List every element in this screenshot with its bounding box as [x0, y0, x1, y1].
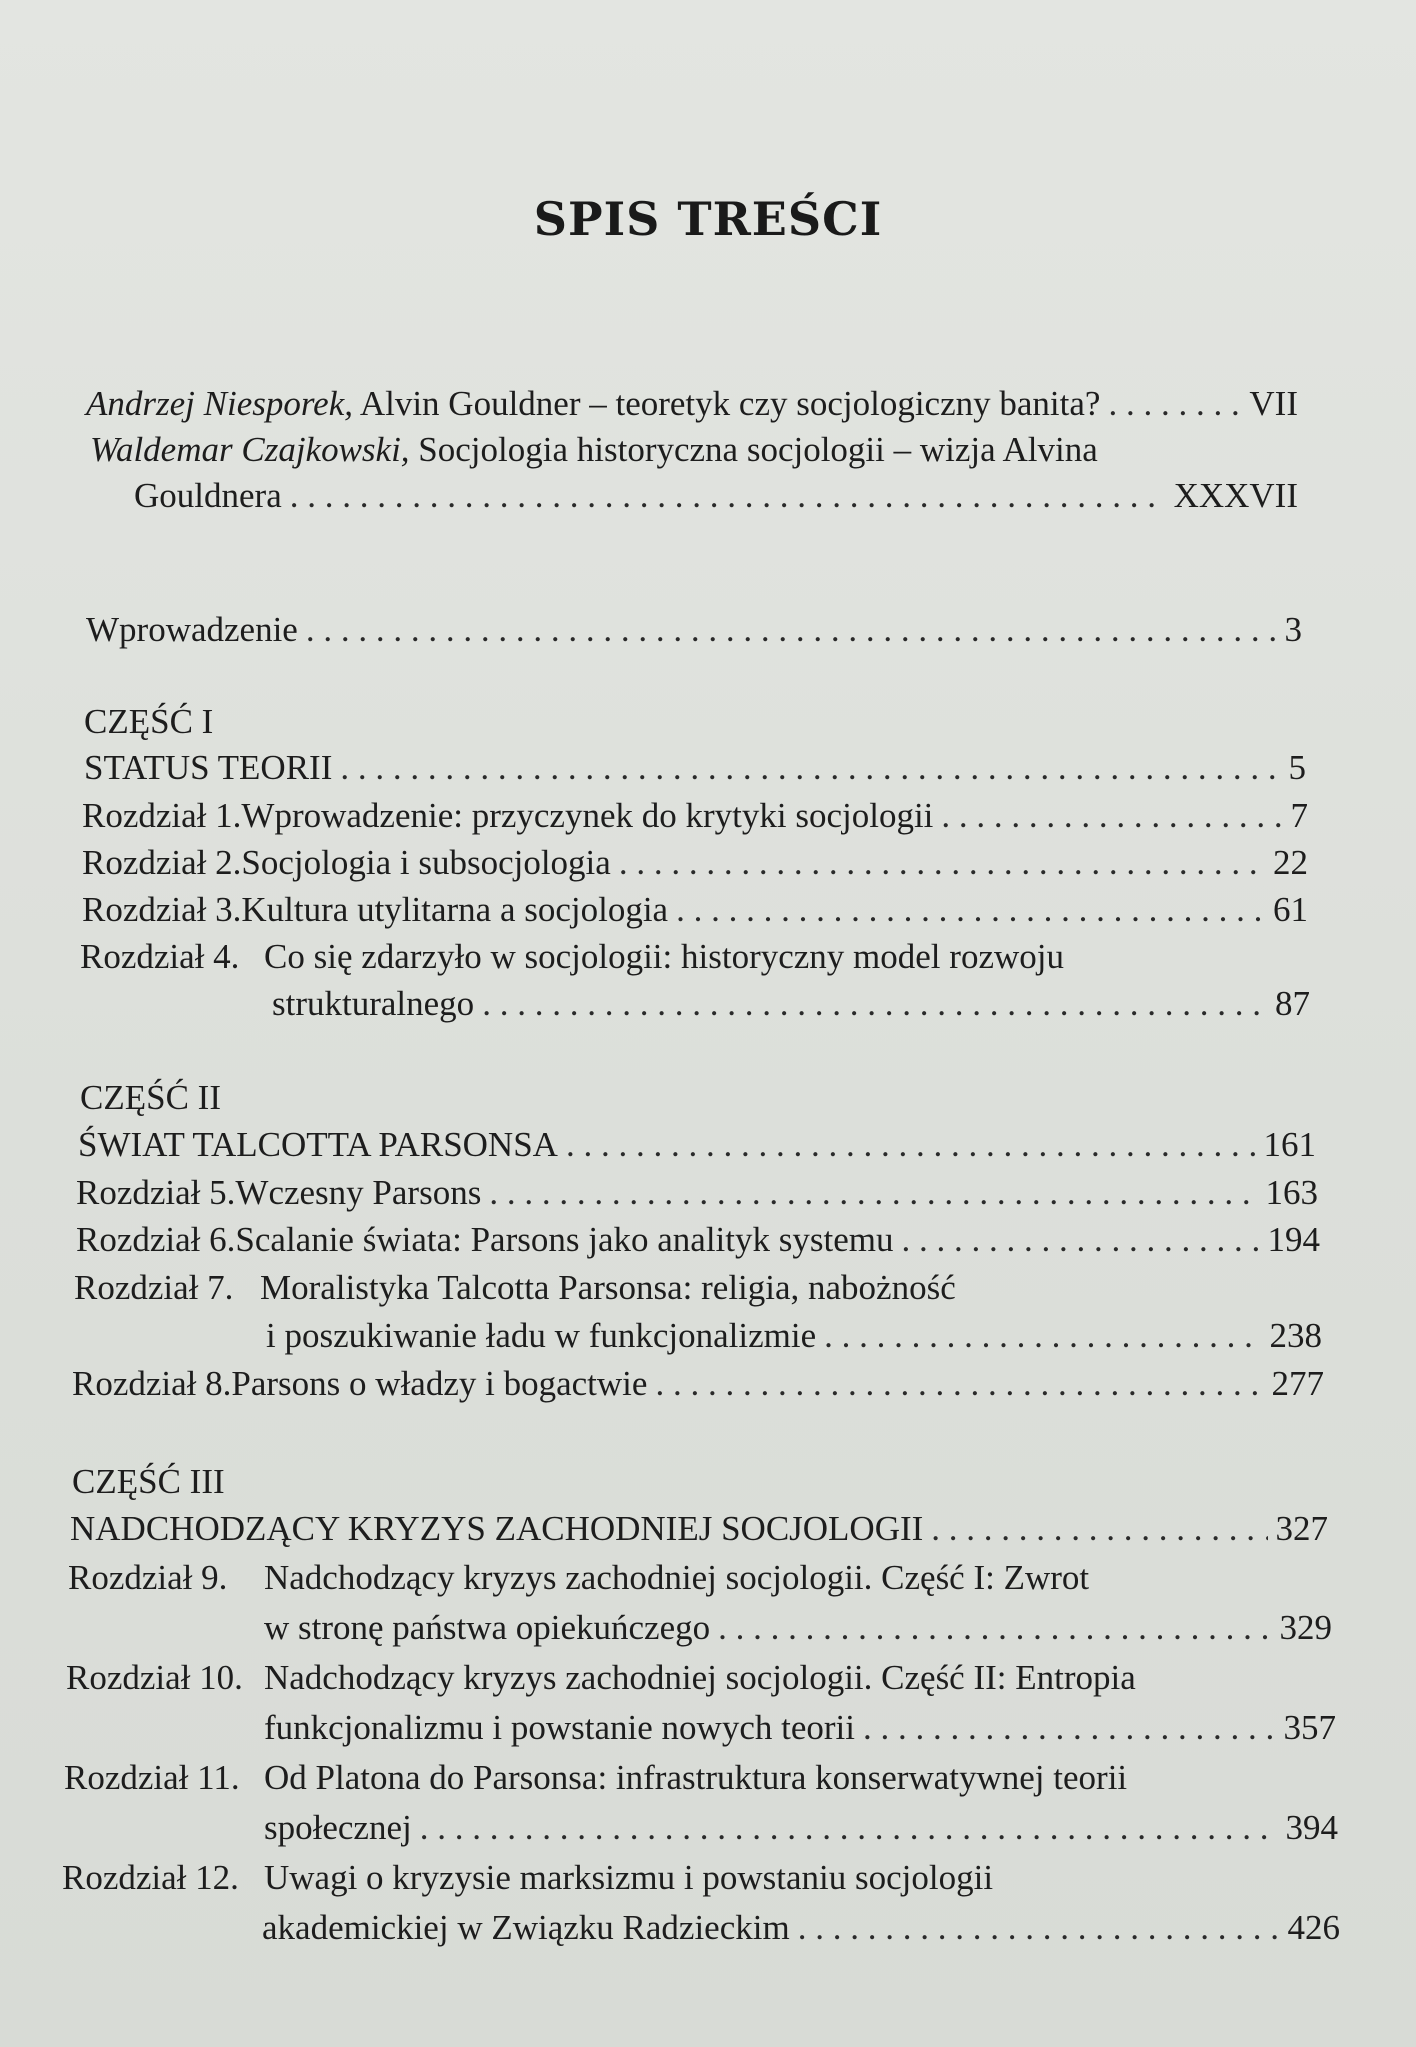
- entry-page: XXXVII: [1173, 476, 1298, 515]
- chapter-entry: [62, 1860, 1336, 1902]
- toc-entry: [90, 432, 1298, 474]
- chapter-page: 277: [1271, 1364, 1324, 1403]
- dot-leader: [306, 612, 1277, 647]
- chapter-title: Uwagi o kryzysie marksizmu i powstaniu socjologii: [264, 1858, 994, 1897]
- chapter-page: 61: [1273, 890, 1308, 929]
- chapter-title: Od Platona do Parsonsa: infrastruktura konserwatywnej teorii: [264, 1758, 1128, 1797]
- chapter-entry: [68, 1560, 1330, 1602]
- toc-entry: [86, 386, 1298, 428]
- entry-title: Socjologia historyczna socjologii – wizja Alvina: [409, 430, 1098, 469]
- dot-leader: [340, 750, 1280, 785]
- chapter-title: Parsons o władzy i bogactwie: [231, 1364, 648, 1403]
- chapter-entry: [64, 1760, 1334, 1802]
- chapter-number: Rozdział 10.: [66, 1658, 243, 1697]
- entry-page: 5: [1288, 748, 1306, 787]
- part-label: CZĘŚĆ III: [72, 1462, 225, 1501]
- chapter-title-continuation: w stronę państwa opiekuńczego: [264, 1608, 711, 1647]
- chapter-entry-continuation: [264, 1610, 1332, 1652]
- chapter-title-continuation: strukturalnego: [272, 984, 475, 1023]
- chapter-title: Socjologia i subsocjologia: [241, 843, 611, 882]
- chapter-number: Rozdział 8.: [72, 1364, 232, 1403]
- dot-leader: [676, 892, 1265, 927]
- chapter-number: Rozdział 7.: [74, 1268, 234, 1307]
- dot-leader: [489, 1175, 1257, 1210]
- chapter-title: Moralistyka Talcotta Parsonsa: religia, nabożność: [260, 1268, 956, 1307]
- dot-leader: [901, 1222, 1259, 1257]
- chapter-entry: [82, 892, 1308, 934]
- dot-leader: [718, 1610, 1271, 1645]
- chapter-number: Rozdział 12.: [62, 1858, 239, 1897]
- entry-page: VII: [1249, 384, 1298, 423]
- toc-entry-introduction: [86, 612, 1302, 654]
- part-label: CZĘŚĆ II: [80, 1078, 221, 1117]
- chapter-entry-continuation: [264, 1810, 1338, 1852]
- part-title-entry: [78, 1127, 1316, 1169]
- entry-title: Alvin Gouldner – teoretyk czy socjologiczny banita?: [353, 384, 1101, 423]
- chapter-title: Co się zdarzyło w socjologii: historyczny model rozwoju: [264, 937, 1064, 976]
- part-label: CZĘŚĆ I: [84, 702, 214, 741]
- dot-leader: [863, 1710, 1276, 1745]
- chapter-number: Rozdział 4.: [80, 937, 240, 976]
- chapter-title: Nadchodzący kryzys zachodniej socjologii. Część II: Entropia: [264, 1658, 1136, 1697]
- part-title: STATUS TEORII: [84, 748, 333, 787]
- chapter-number: Rozdział 2.: [82, 843, 242, 882]
- entry-page: 327: [1275, 1509, 1328, 1548]
- chapter-title-continuation: społecznej: [264, 1808, 412, 1847]
- dot-leader: [931, 1511, 1267, 1546]
- chapter-page: 238: [1269, 1316, 1322, 1355]
- part-title-entry: [84, 750, 1306, 792]
- chapter-entry-continuation: [266, 1318, 1322, 1360]
- chapter-page: 163: [1265, 1173, 1318, 1212]
- chapter-entry: [82, 845, 1308, 887]
- chapter-title-continuation: funkcjonalizmu i powstanie nowych teorii: [264, 1708, 855, 1747]
- dot-leader: [941, 798, 1282, 833]
- chapter-entry: [80, 939, 1308, 981]
- entry-title-continuation: Gouldnera: [134, 476, 282, 515]
- part-title: NADCHODZĄCY KRYZYS ZACHODNIEJ SOCJOLOGII: [70, 1509, 924, 1548]
- chapter-entry: [72, 1366, 1324, 1408]
- chapter-title: Nadchodzący kryzys zachodniej socjologii. Część I: Zwrot: [264, 1558, 1090, 1597]
- dot-leader: [655, 1366, 1263, 1401]
- chapter-title: Kultura utylitarna a socjologia: [241, 890, 669, 929]
- chapter-entry: [76, 1175, 1318, 1217]
- dot-leader: [1108, 386, 1241, 421]
- entry-title: Wprowadzenie: [86, 610, 298, 649]
- chapter-page: 87: [1275, 984, 1310, 1023]
- chapter-number: Rozdział 11.: [64, 1758, 240, 1797]
- entry-author: Andrzej Niesporek,: [86, 384, 353, 423]
- chapter-entry-continuation: [272, 986, 1310, 1028]
- chapter-title: Wczesny Parsons: [235, 1173, 482, 1212]
- dot-leader: [619, 845, 1265, 880]
- chapter-page: 194: [1267, 1220, 1320, 1259]
- part-title-entry: [70, 1511, 1328, 1553]
- toc-entry-continuation: [134, 478, 1298, 520]
- dot-leader: [824, 1318, 1261, 1353]
- dot-leader: [290, 478, 1166, 513]
- chapter-title-continuation: akademickiej w Związku Radzieckim: [262, 1908, 790, 1947]
- chapter-page: 394: [1285, 1808, 1338, 1847]
- chapter-entry: [82, 798, 1308, 840]
- chapter-title-continuation: i poszukiwanie ładu w funkcjonalizmie: [266, 1316, 817, 1355]
- dot-leader: [798, 1910, 1280, 1945]
- chapter-page: 357: [1283, 1708, 1336, 1747]
- chapter-number: Rozdział 5.: [76, 1173, 236, 1212]
- chapter-entry-continuation: [262, 1910, 1340, 1952]
- chapter-number: Rozdział 3.: [82, 890, 242, 929]
- dot-leader: [420, 1810, 1278, 1845]
- chapter-title: Wprowadzenie: przyczynek do krytyki socjologii: [241, 796, 934, 835]
- dot-leader: [482, 986, 1267, 1021]
- chapter-entry: [76, 1222, 1320, 1264]
- chapter-page: 7: [1290, 796, 1308, 835]
- dot-leader: [566, 1127, 1256, 1162]
- chapter-number: Rozdział 1.: [82, 796, 242, 835]
- page-title: SPIS TREŚCI: [533, 192, 883, 246]
- chapter-entry-continuation: [264, 1710, 1336, 1752]
- chapter-number: Rozdział 6.: [76, 1220, 236, 1259]
- chapter-page: 329: [1279, 1608, 1332, 1647]
- chapter-page: 426: [1287, 1908, 1340, 1947]
- entry-page: 161: [1263, 1125, 1316, 1164]
- chapter-entry: [74, 1270, 1320, 1312]
- chapter-number: Rozdział 9.: [68, 1558, 228, 1597]
- entry-author: Waldemar Czajkowski,: [90, 430, 410, 469]
- entry-page: 3: [1284, 610, 1302, 649]
- part-title: ŚWIAT TALCOTTA PARSONSA: [78, 1125, 558, 1164]
- chapter-entry: [66, 1660, 1334, 1702]
- chapter-page: 22: [1273, 843, 1308, 882]
- chapter-title: Scalanie świata: Parsons jako analityk systemu: [235, 1220, 894, 1259]
